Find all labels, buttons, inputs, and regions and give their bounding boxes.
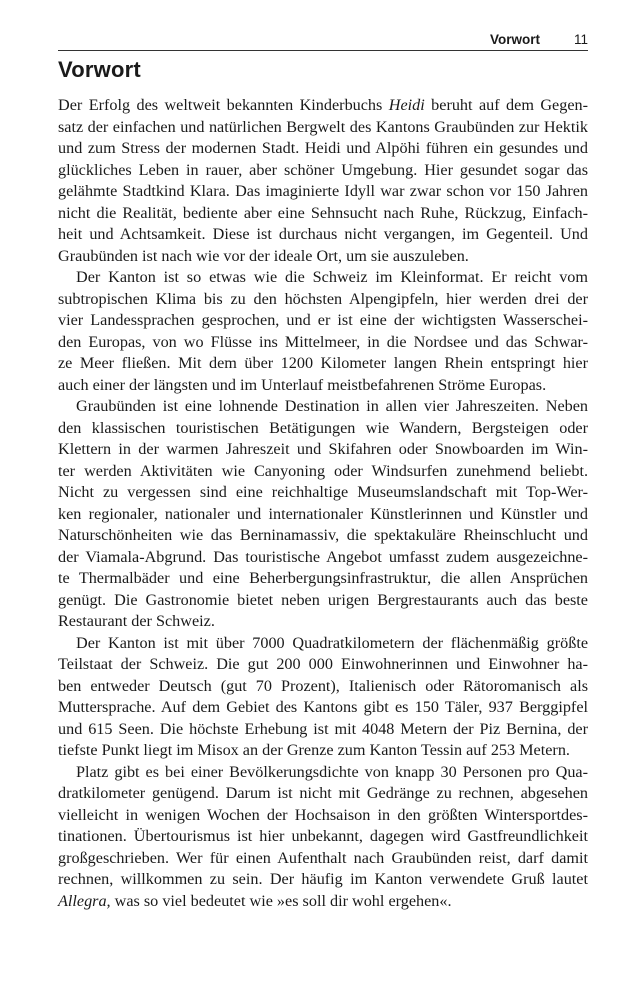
- text-line: Graubünden ist nach wie vor der ideale Ort, um sie auszuleben.: [58, 246, 469, 265]
- text-line: auch einer der längsten und im Unterlauf meistbefahrenen Ströme Europas.: [58, 375, 547, 394]
- text-line: Der Kanton ist so etwas wie die Schweiz im Kleinformat. Er reicht vom: [76, 268, 588, 286]
- paragraph: [58, 633, 588, 762]
- body-text: [58, 95, 588, 912]
- running-head-title: Vorwort: [490, 32, 540, 47]
- text-line: und 615 Seen. Die höchste Erhebung ist mit 4048 Metern der Piz Bernina, der: [58, 719, 588, 738]
- text-line: tinationen. Übertourismus ist hier unbekannt, dagegen wird Gastfreundlichkeit: [58, 827, 588, 845]
- text-line: ken regionaler, nationaler und internationaler Künstlerinnen und Künstler und: [58, 504, 588, 523]
- text-line: Der Erfolg des weltweit bekannten Kinderbuchs Heidi beruht auf dem Gegen-: [58, 96, 588, 114]
- text-line: Graubünden ist eine lohnende Destination in allen vier Jahreszeiten. Neben: [76, 397, 588, 415]
- text-line: genügt. Die Gastronomie bietet neben urigen Bergrestaurants auch das beste: [58, 590, 588, 609]
- paragraph: [58, 762, 588, 913]
- text-line: Klettern in der warmen Jahreszeit und Skifahren oder Snowboarden im Win-: [58, 440, 588, 458]
- text-line: Nicht zu vergessen sind eine reichhaltige Museumslandschaft mit Top-Wer-: [58, 483, 588, 501]
- text-line: ben entweder Deutsch (gut 70 Prozent), Italienisch oder Rätoromanisch als: [58, 676, 588, 695]
- text-line: Platz gibt es bei einer Bevölkerungsdichte von knapp 30 Personen pro Qua-: [76, 762, 588, 781]
- paragraph: [58, 267, 588, 396]
- text-line: vielleicht in wenigen Wochen der Hochsaison in den größten Wintersportdes-: [58, 805, 588, 824]
- paragraph: [58, 396, 588, 633]
- text-line: glückliches Leben in rauer, aber schöner Umgebung. Hier gesundet sogar das: [58, 160, 588, 179]
- text-line: heit und Achtsamkeit. Diese ist durchaus nicht vergangen, im Gegenteil. Und: [58, 225, 588, 243]
- text-line: der Viamala-Abgrund. Das touristische Angebot umfasst zudem ausgezeichne-: [58, 547, 588, 566]
- text-line: ze Meer fließen. Mit dem über 1200 Kilometer langen Rhein entspringt hier: [58, 354, 588, 372]
- text-line: te Thermalbäder und eine Beherbergungsinfrastruktur, die allen Ansprüchen: [58, 569, 588, 587]
- chapter-title: Vorwort: [58, 57, 141, 82]
- text-line: Teilstaat der Schweiz. Die gut 200 000 Einwohnerinnen und Einwohner ha-: [58, 655, 588, 673]
- text-line: tiefste Punkt liegt im Misox an der Grenze zum Kanton Tessin auf 253 Metern.: [58, 741, 570, 759]
- text-line: gelähmte Stadtkind Klara. Das imaginierte Idyll war zwar schon vor 150 Jahren: [58, 182, 588, 200]
- text-line: nicht die Realität, bediente aber eine Sehnsucht nach Ruhe, Rückzug, Einfach-: [58, 203, 588, 222]
- text-line: vier Landessprachen gesprochen, und er ist eine der wichtigsten Wasserschei-: [58, 311, 588, 329]
- text-line: und zum Stress der modernen Stadt. Heidi und Alpöhi führen ein gesundes und: [58, 139, 588, 157]
- text-line: subtropischen Klima bis zu den höchsten Alpengipfeln, hier werden drei der: [58, 289, 588, 308]
- text-line: Muttersprache. Auf dem Gebiet des Kantons gibt es 150 Täler, 937 Berggipfel: [58, 698, 588, 716]
- text-line: Allegra, was so viel bedeutet wie »es soll dir wohl ergehen«.: [58, 891, 452, 910]
- text-line: satz der einfachen und natürlichen Bergwelt des Kantons Graubünden zur Hektik: [58, 117, 588, 136]
- text-line: Der Kanton ist mit über 7000 Quadratkilometern der flächenmäßig größte: [76, 633, 588, 652]
- text-line: dratkilometer genügend. Darum ist nicht mit Gedränge zu rechnen, abgesehen: [58, 784, 588, 802]
- running-head: [58, 30, 588, 51]
- page-number: 11: [573, 32, 588, 47]
- text-line: ter werden Aktivitäten wie Canyoning oder Windsurfen zunehmend beliebt.: [58, 461, 588, 480]
- text-line: rechnen, willkommen zu sein. Der häufig im Kanton verwendete Gruß lautet: [58, 870, 588, 888]
- text-line: Restaurant der Schweiz.: [58, 612, 215, 630]
- text-line: den Europas, von wo Flüsse ins Mittelmeer, in die Nordsee und das Schwar-: [58, 332, 588, 351]
- text-line: großgeschrieben. Wer für einen Aufenthalt nach Graubünden reist, darf damit: [58, 848, 588, 867]
- paragraph: [58, 95, 588, 267]
- text-line: den klassischen touristischen Betätigungen wie Wandern, Bergsteigen oder: [58, 418, 588, 437]
- text-line: Naturschönheiten wie das Berninamassiv, die spektakuläre Rheinschlucht und: [58, 526, 588, 544]
